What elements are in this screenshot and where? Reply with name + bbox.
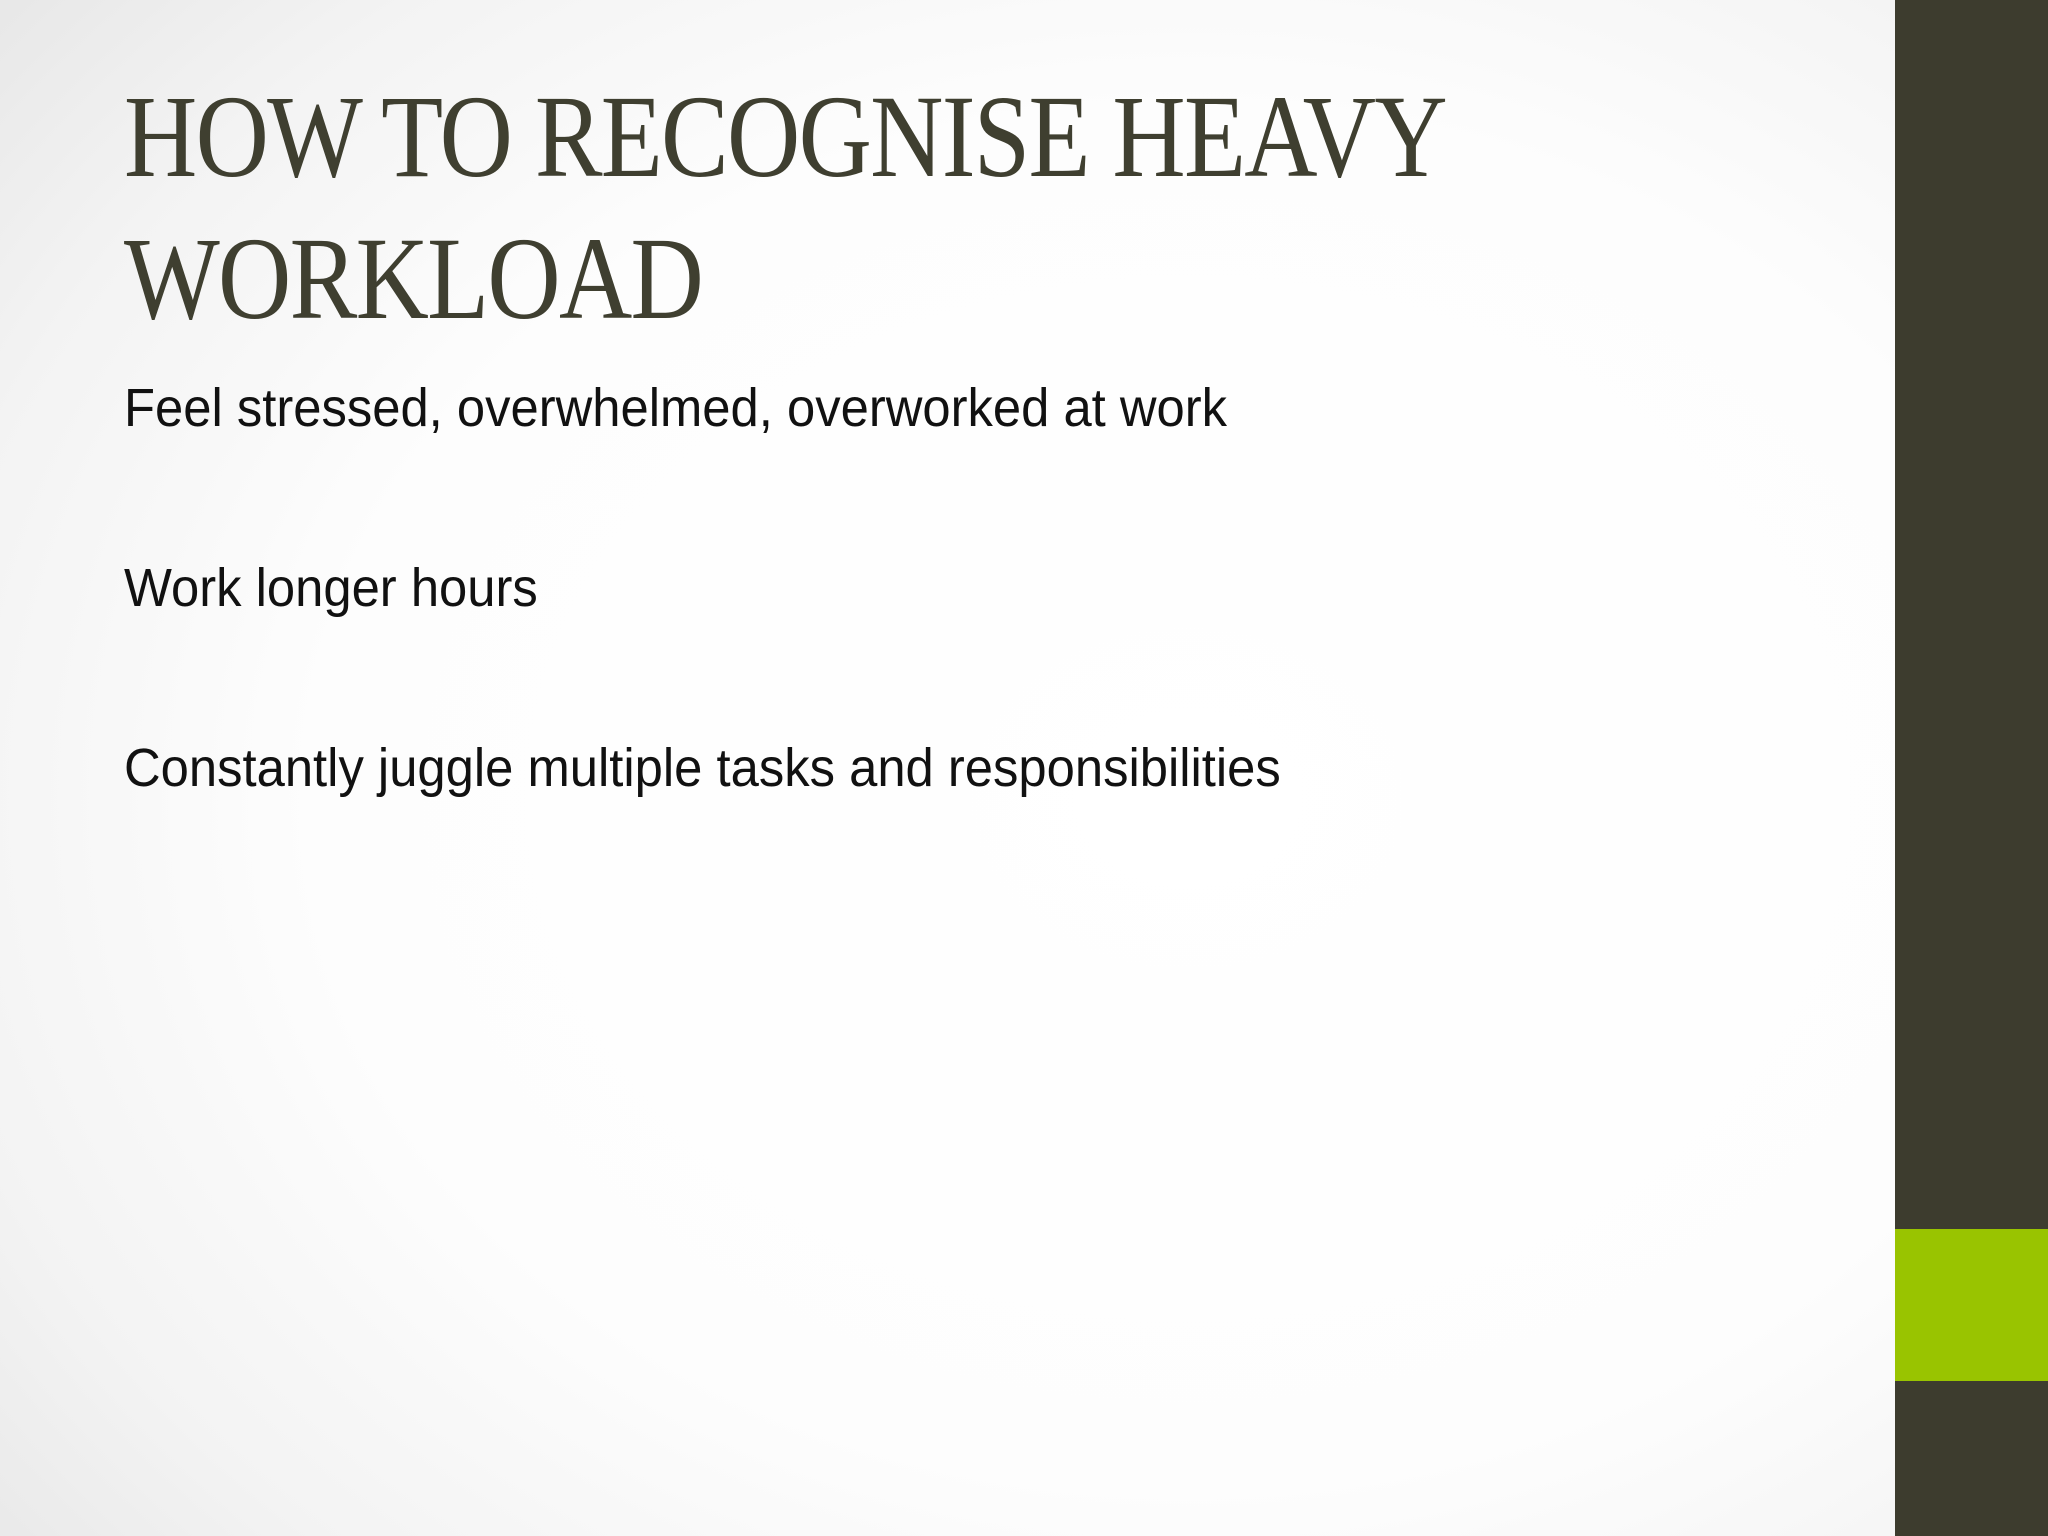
side-accent-block (1895, 1229, 2048, 1381)
slide-title-line-1: HOW TO RECOGNISE HEAVY (124, 71, 1446, 202)
bullet-item: Constantly juggle multiple tasks and responsibilities (124, 738, 1281, 798)
bullet-item: Feel stressed, overwhelmed, overworked at work (124, 378, 1228, 438)
bullet-item: Work longer hours (124, 558, 538, 618)
slide-title-line-2: WORKLOAD (124, 213, 703, 344)
bullet-list (124, 368, 1355, 908)
slide-title (124, 66, 1586, 350)
